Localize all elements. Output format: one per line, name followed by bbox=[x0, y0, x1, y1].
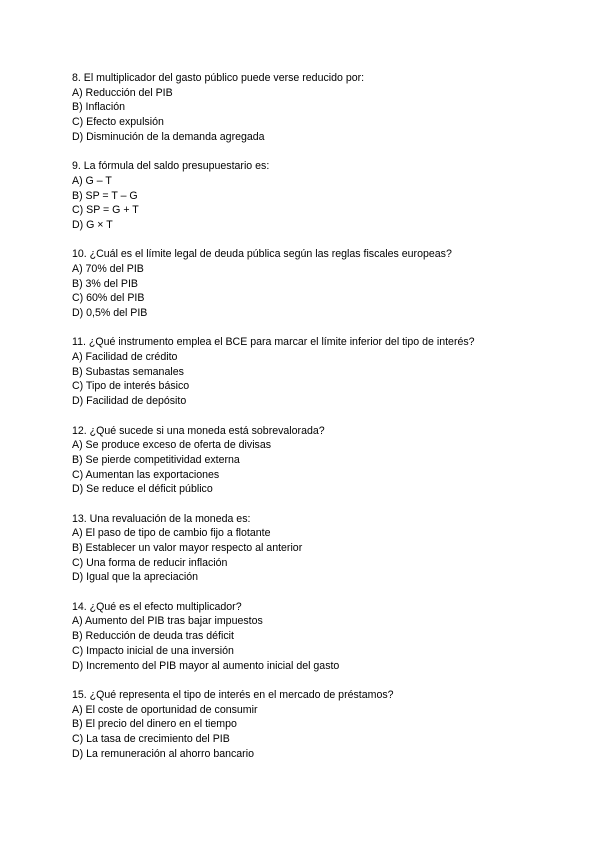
question-text: 10. ¿Cuál es el límite legal de deuda pública según las reglas fiscales europeas? bbox=[72, 248, 452, 261]
option-d: D) G × T bbox=[72, 218, 113, 231]
option-d: D) Incremento del PIB mayor al aumento inicial del gasto bbox=[72, 659, 340, 672]
option-b: B) Establecer un valor mayor respecto al anterior bbox=[72, 542, 303, 554]
question-15 bbox=[72, 688, 582, 761]
question-8 bbox=[72, 71, 582, 144]
option-a: A) El coste de oportunidad de consumir bbox=[72, 703, 258, 716]
question-text: 13. Una revaluación de la moneda es: bbox=[72, 512, 251, 525]
question-13 bbox=[72, 512, 582, 585]
option-d: D) 0,5% del PIB bbox=[72, 307, 148, 319]
option-b: B) Subastas semanales bbox=[72, 365, 184, 378]
question-9 bbox=[72, 159, 582, 232]
question-text: 15. ¿Qué representa el tipo de interés en el mercado de préstamos? bbox=[72, 688, 394, 701]
option-b: B) Se pierde competitividad externa bbox=[72, 453, 240, 466]
question-text: 11. ¿Qué instrumento emplea el BCE para marcar el límite inferior del tipo de interés? bbox=[72, 336, 475, 349]
option-c: C) SP = G + T bbox=[72, 204, 139, 217]
option-a: A) Reducción del PIB bbox=[72, 86, 173, 99]
option-a: A) 70% del PIB bbox=[72, 262, 144, 275]
option-c: C) Una forma de reducir inflación bbox=[72, 556, 228, 569]
option-c: C) Aumentan las exportaciones bbox=[72, 468, 220, 481]
option-c: C) Efecto expulsión bbox=[72, 116, 164, 129]
option-a: A) Se produce exceso de oferta de divisas bbox=[72, 439, 272, 452]
option-b: B) SP = T – G bbox=[72, 189, 138, 202]
option-a: A) El paso de tipo de cambio fijo a flotante bbox=[72, 527, 271, 540]
question-11 bbox=[72, 335, 582, 408]
question-text: 9. La fórmula del saldo presupuestario es: bbox=[72, 160, 270, 173]
option-a: A) G – T bbox=[72, 174, 112, 187]
question-10 bbox=[72, 247, 582, 320]
option-c: C) Tipo de interés básico bbox=[72, 380, 190, 393]
question-14 bbox=[72, 600, 582, 673]
question-text: 12. ¿Qué sucede si una moneda está sobrevalorada? bbox=[72, 424, 325, 437]
option-c: C) La tasa de crecimiento del PIB bbox=[72, 732, 230, 745]
option-c: C) Impacto inicial de una inversión bbox=[72, 644, 234, 657]
option-c: C) 60% del PIB bbox=[72, 292, 145, 305]
option-b: B) 3% del PIB bbox=[72, 277, 138, 290]
question-text: 14. ¿Qué es el efecto multiplicador? bbox=[72, 600, 242, 613]
option-b: B) Inflación bbox=[72, 101, 125, 114]
option-a: A) Aumento del PIB tras bajar impuestos bbox=[72, 615, 263, 628]
option-a: A) Facilidad de crédito bbox=[72, 351, 178, 364]
option-b: B) Reducción de deuda tras déficit bbox=[72, 630, 234, 643]
option-d: D) La remuneración al ahorro bancario bbox=[72, 747, 254, 760]
question-12 bbox=[72, 424, 582, 497]
option-d: D) Igual que la apreciación bbox=[72, 571, 199, 584]
option-d: D) Se reduce el déficit público bbox=[72, 483, 213, 496]
option-d: D) Disminución de la demanda agregada bbox=[72, 130, 265, 143]
document-page bbox=[72, 71, 582, 776]
option-d: D) Facilidad de depósito bbox=[72, 395, 187, 408]
question-text: 8. El multiplicador del gasto público puede verse reducido por: bbox=[72, 72, 365, 84]
option-b: B) El precio del dinero en el tiempo bbox=[72, 718, 237, 731]
